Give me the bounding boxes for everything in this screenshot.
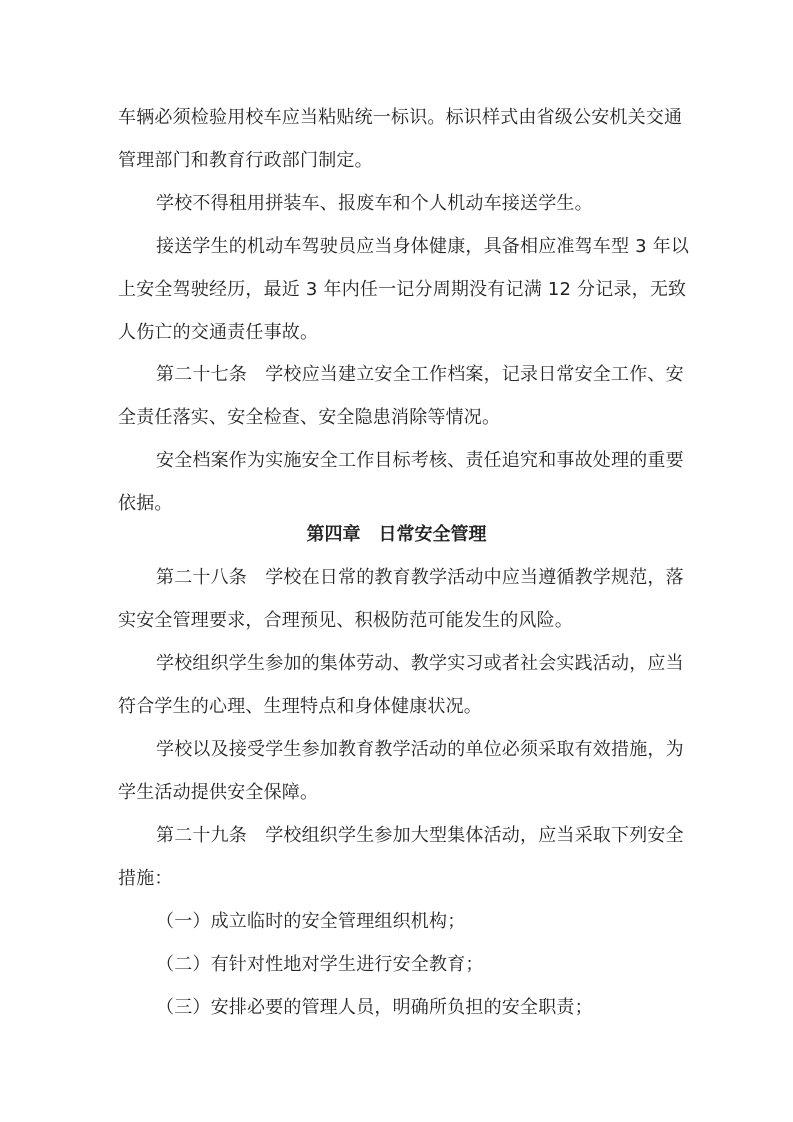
text-line: 符合学生的心理、生理特点和身体健康状况。 [118, 696, 482, 717]
paragraph-line: 接送学生的机动车驾驶员应当身体健康，具备相应准驾车型 3 年以 [156, 236, 690, 257]
paragraph-line: 学校以及接受学生参加教育教学活动的单位必须采取有效措施，为 [156, 739, 684, 760]
paragraph-line: 学校不得租用拼装车、报废车和个人机动车接送学生。 [156, 193, 593, 214]
paragraph-line: 安全档案作为实施安全工作目标考核、责任追究和事故处理的重要 [156, 450, 684, 471]
text-line: 学生活动提供安全保障。 [118, 782, 319, 803]
text-line: 措施： [118, 868, 173, 889]
list-item: （三）安排必要的管理人员，明确所负担的安全职责； [156, 997, 593, 1018]
text-line: 依据。 [118, 493, 173, 514]
text-line: 上安全驾驶经历，最近 3 年内任一记分周期没有记满 12 分记录，无致 [118, 279, 687, 300]
article-27-line: 第二十七条 学校应当建立安全工作档案，记录日常安全工作、安 [156, 364, 684, 385]
article-28-line: 第二十八条 学校在日常的教育教学活动中应当遵循教学规范，落 [156, 567, 684, 588]
text-line: 车辆必须检验用校车应当粘贴统一标识。标识样式由省级公安机关交通 [118, 107, 683, 128]
text-line: 人伤亡的交通责任事故。 [118, 322, 319, 343]
list-item: （二）有针对性地对学生进行安全教育； [156, 954, 484, 975]
article-29-line: 第二十九条 学校组织学生参加大型集体活动，应当采取下列安全 [156, 825, 684, 846]
text-line: 实安全管理要求，合理预见、积极防范可能发生的风险。 [118, 610, 573, 631]
list-item: （一）成立临时的安全管理组织机构； [156, 911, 466, 932]
text-line: 全责任落实、安全检查、安全隐患消除等情况。 [118, 407, 501, 428]
chapter-heading: 第四章 日常安全管理 [306, 524, 487, 545]
paragraph-line: 学校组织学生参加的集体劳动、教学实习或者社会实践活动，应当 [156, 653, 684, 674]
text-line: 管理部门和教育行政部门制定。 [118, 150, 373, 171]
